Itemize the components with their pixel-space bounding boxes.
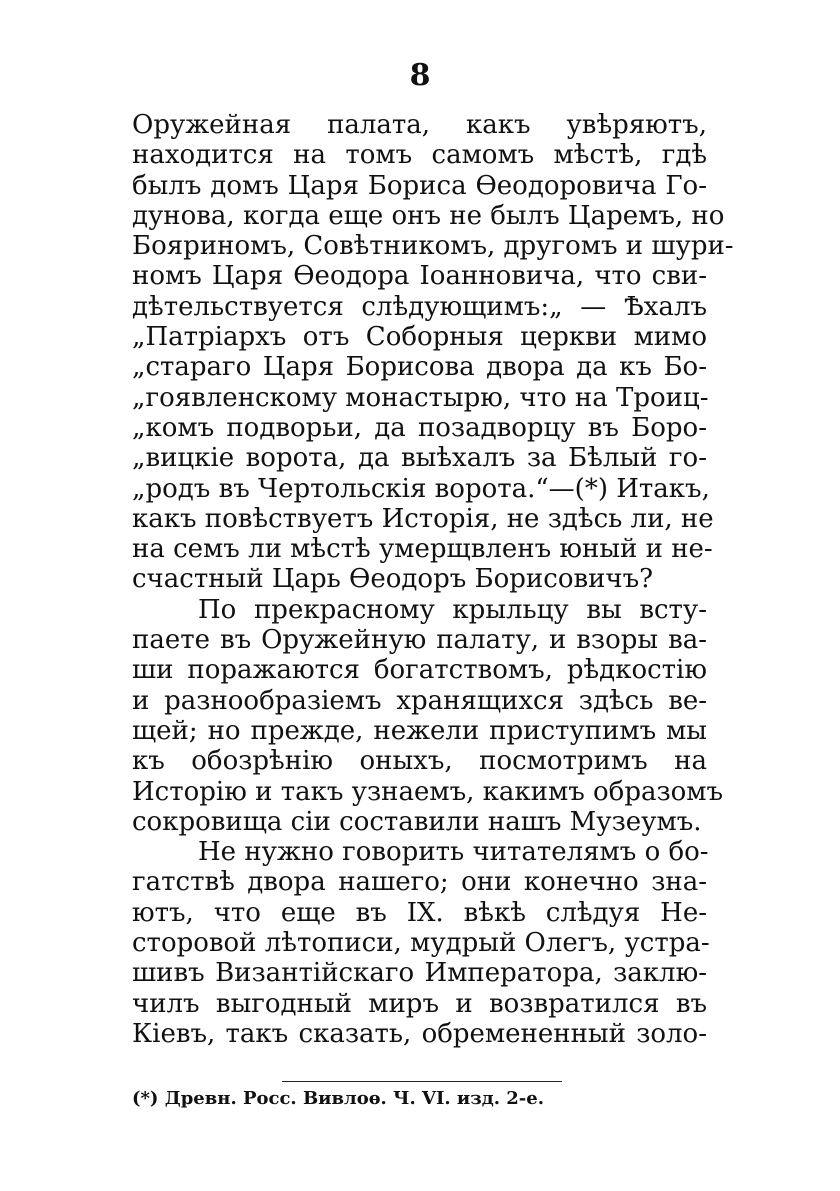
text-line: дѣтельствуется слѣдующимъ:„ — Ѣхалъ — [132, 291, 707, 322]
text-line: Не нужно говорить читателямъ о бо- — [198, 837, 709, 868]
text-line: Исторію и такъ узнаемъ, какимъ образомъ — [132, 776, 724, 807]
text-line: ши поражаются богатствомъ, рѣдкостію — [132, 655, 707, 686]
text-line: Оружейная палата, какъ увѣряютъ, — [132, 110, 707, 140]
text-line: сокровища сіи составили нашъ Музеумъ. — [132, 806, 702, 837]
text-line: щей; но прежде, нежели приступимъ мы — [132, 715, 707, 746]
text-line: шивъ Византійскаго Императора, заклю- — [132, 958, 707, 989]
text-line: былъ домъ Царя Бориса Ѳеодоровича Го- — [132, 170, 707, 201]
text-line: паете въ Оружейную палату, и взоры ва- — [132, 625, 707, 656]
footnote: (*) Древн. Росс. Вивлоѳ. Ч. VI. изд. 2-е. — [132, 1088, 544, 1109]
text-line: „стараго Царя Борисова двора да къ Бо- — [132, 352, 707, 383]
text-line: „гоявленскому монастырю, что на Троиц- — [132, 382, 709, 413]
text-line: и разнообразіемъ хранящихся здѣсь ве- — [132, 685, 707, 716]
text-line: чилъ выгодный миръ и возвратился въ — [132, 988, 707, 1019]
text-line: на семъ ли мѣстѣ умерщвленъ юный и не- — [132, 534, 713, 565]
page-number: 8 — [409, 58, 431, 93]
text-line: По прекрасному крыльцу вы всту- — [198, 594, 707, 625]
text-line: какъ повѣствуетъ Исторія, не здѣсь ли, не — [132, 503, 714, 534]
text-line: гатствѣ двора нашего; они конечно зна- — [132, 867, 707, 898]
text-line: „комъ подворьи, да позадворцу въ Боро- — [132, 412, 707, 443]
text-line: дунова, когда еще онъ не былъ Царемъ, но — [132, 200, 725, 231]
text-line: Бояриномъ, Совѣтникомъ, другомъ и шури- — [132, 231, 734, 262]
footnote-rule — [282, 1081, 562, 1082]
text-line: „вицкіе ворота, да выѣхалъ за Бѣлый го- — [132, 443, 707, 474]
body-text — [132, 110, 734, 1049]
text-line: находится на томъ самомъ мѣстѣ, гдѣ — [132, 140, 707, 171]
text-line: „родъ въ Чертольскія ворота.“—(*) Итакъ, — [132, 473, 710, 504]
text-line: сторовой лѣтописи, мудрый Олегъ, устра- — [132, 928, 710, 959]
text-line: ютъ, что еще въ IX. вѣкѣ слѣдуя Не- — [132, 897, 707, 928]
text-line: счастный Царь Ѳеодоръ Борисовичъ? — [132, 564, 654, 595]
text-line: „Патріархъ отъ Соборныя церкви мимо — [132, 322, 707, 353]
text-line: Кіевъ, такъ сказать, обремененный золо- — [132, 1018, 707, 1049]
text-line: номъ Царя Ѳеодора Іоанновича, что сви- — [132, 261, 707, 292]
text-line: къ обозрѣнію оныхъ, посмотримъ на — [132, 746, 707, 777]
